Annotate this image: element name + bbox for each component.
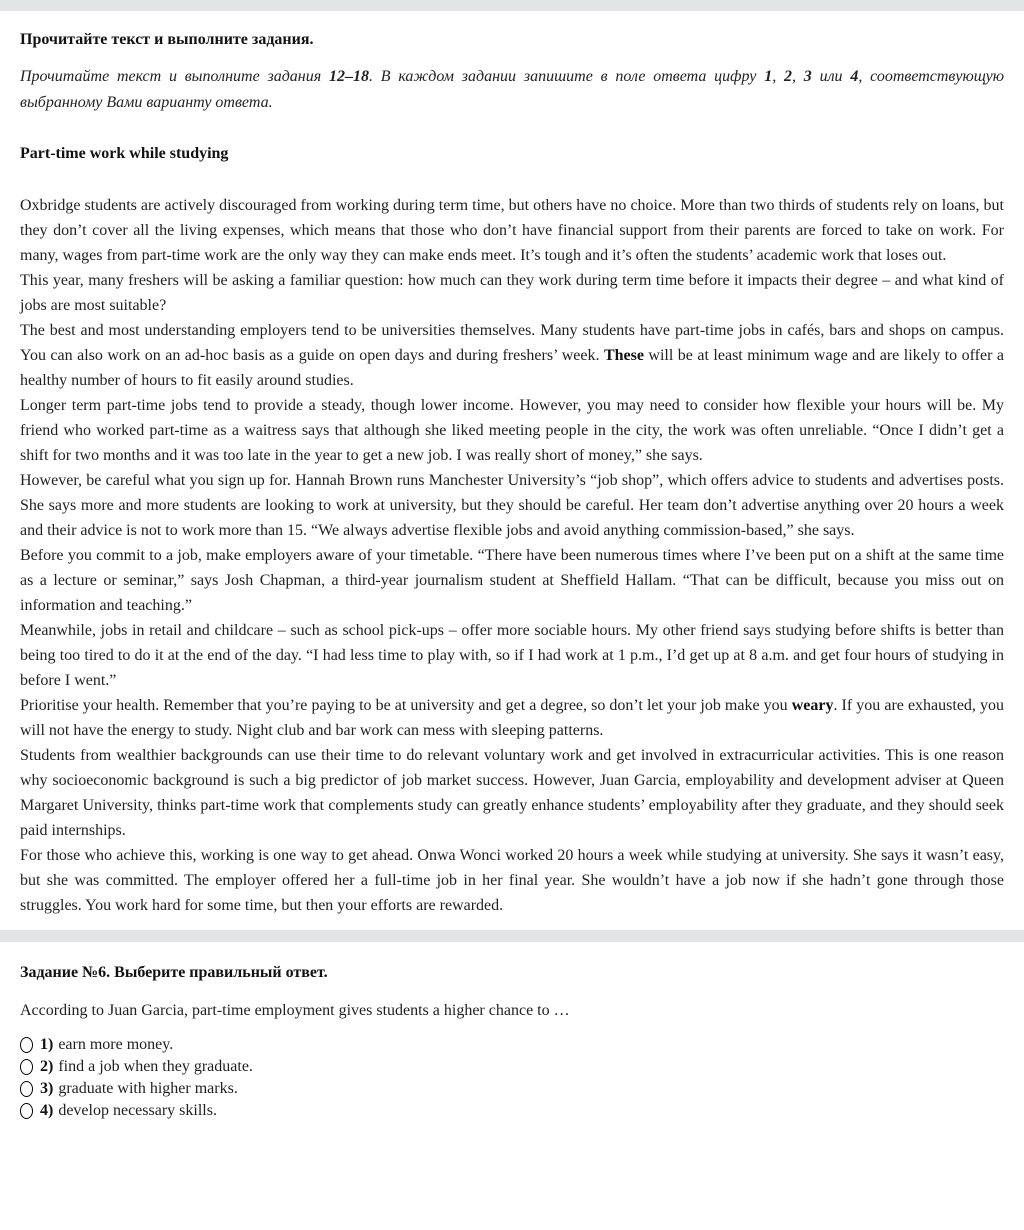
article-paragraph: Oxbridge students are actively discouraged from working during term time, but others have no choice. More than two thirds of students rely on loans, but they don’t cover all the living expenses, which means that those who don’t have financial support from their parents are forced to take on work. For many, wages from part-time work are the only way they can make ends meet. It’s tough and it’s often the students’ academic work that loses out. [20, 197, 1004, 264]
answer-options-list [20, 1036, 1004, 1119]
option-number: 3) [40, 1080, 54, 1097]
radio-button-icon[interactable] [20, 1103, 33, 1119]
task-heading: Задание №6. Выберите правильный ответ. [20, 964, 328, 981]
answer-option-1[interactable] [20, 1036, 1004, 1053]
task-question: According to Juan Garcia, part-time employment gives students a higher chance to … [20, 1002, 570, 1019]
radio-button-icon[interactable] [20, 1037, 33, 1053]
article-paragraph: However, be careful what you sign up for. Hannah Brown runs Manchester University’s “job shop”, which offers advice to students and advertises posts. She says more and more students are looking to work at university, but they should be careful. Her team don’t advertise anything over 20 hours a week and their advice is not to work more than 15. “We always advertise flexible jobs and avoid anything commission-based,” she says. [20, 472, 1004, 539]
article-paragraph: Meanwhile, jobs in retail and childcare – such as school pick-ups – offer more sociable hours. My other friend says studying before shifts is better than being too tired to do it at the end of the day. “I had less time to play with, so if I had work at 1 p.m., I’d get up at 8 a.m. and get four hours of studying in before I went.” [20, 622, 1004, 689]
article-paragraph: For those who achieve this, working is one way to get ahead. Onwa Wonci worked 20 hours a week while studying at university. She says it wasn’t easy, but she was committed. The employer offered her a full-time job in her final year. She wouldn’t have a job now if she hadn’t gone through those struggles. You work hard for some time, but then your efforts are rewarded. [20, 847, 1004, 914]
option-number: 2) [40, 1058, 54, 1075]
article-body [20, 193, 1004, 918]
article-paragraph: Prioritise your health. Remember that you’re paying to be at university and get a degree, so don’t let your job make you weary. If you are exhausted, you will not have the energy to study. Night club and bar work can mess with sleeping patterns. [20, 697, 1004, 739]
answer-option-3[interactable] [20, 1080, 1004, 1097]
answer-option-2[interactable] [20, 1058, 1004, 1075]
article-paragraph: Longer term part-time jobs tend to provide a steady, though lower income. However, you may need to consider how flexible your hours will be. My friend who worked part-time as a waitress says that although she liked meeting people in the city, the work was often unreliable. “Once I didn’t get a shift for two months and it was too late in the year to get a new job. I was really short of money,” she says. [20, 397, 1004, 464]
task-section [0, 964, 1024, 1119]
option-label: graduate with higher marks. [58, 1080, 238, 1097]
article-paragraph: Before you commit to a job, make employers aware of your timetable. “There have been numerous times where I’ve been put on a shift at the same time as a lecture or seminar,” says Josh Chapman, a third-year journalism student at Sheffield Hallam. “That can be difficult, because you miss out on information and teaching.” [20, 547, 1004, 614]
top-divider-bar [0, 0, 1024, 11]
option-label: earn more money. [58, 1036, 174, 1053]
section-divider-bar [0, 930, 1024, 942]
article-title: Part-time work while studying [20, 145, 229, 162]
instructions-heading: Прочитайте текст и выполните задания. [20, 31, 314, 48]
article-paragraph: The best and most understanding employers tend to be universities themselves. Many students have part-time jobs in cafés, bars and shops on campus. You can also work on an ad-hoc basis as a guide on open days and during freshers’ week. These will be at least minimum wage and are likely to offer a healthy number of hours to fit easily around studies. [20, 322, 1004, 389]
radio-button-icon[interactable] [20, 1081, 33, 1097]
option-number: 1) [40, 1036, 54, 1053]
article-paragraph: This year, many freshers will be asking a familiar question: how much can they work during term time before it impacts their degree – and what kind of jobs are most suitable? [20, 272, 1004, 314]
reading-section [0, 31, 1024, 918]
radio-button-icon[interactable] [20, 1059, 33, 1075]
option-label: develop necessary skills. [58, 1102, 217, 1119]
option-label: find a job when they graduate. [58, 1058, 253, 1075]
answer-option-4[interactable] [20, 1102, 1004, 1119]
article-paragraph: Students from wealthier backgrounds can use their time to do relevant voluntary work and get involved in extracurricular activities. This is one reason why socioeconomic background is such a big predictor of job market success. However, Juan Garcia, employability and development adviser at Queen Margaret University, thinks part-time work that complements study can greatly enhance students’ employability after they graduate, and they should seek paid internships. [20, 747, 1004, 839]
instructions-intro: Прочитайте текст и выполните задания 12–18. В каждом задании запишите в поле ответа цифру 1, 2, 3 или 4, соответствующую выбранному Вами варианту ответа. [20, 68, 1005, 111]
option-number: 4) [40, 1102, 54, 1119]
